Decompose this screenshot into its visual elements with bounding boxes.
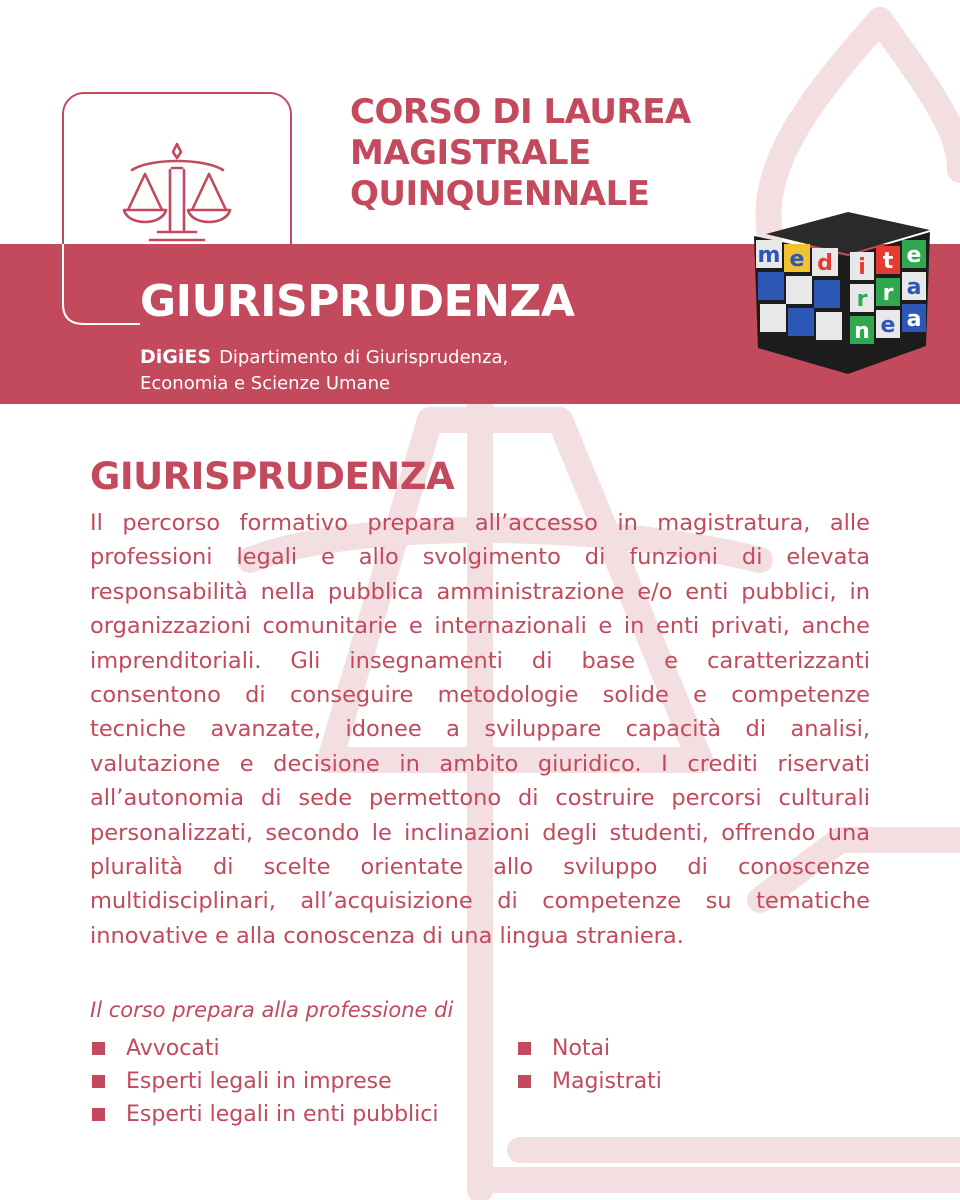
- logo-letter: i: [858, 255, 866, 280]
- logo-letter: e: [906, 243, 922, 268]
- department-block: [140, 344, 508, 397]
- square-bullet-icon: [92, 1075, 105, 1088]
- logo-letter: e: [789, 247, 805, 272]
- logo-letter: r: [882, 281, 894, 306]
- department-abbr: DiGiES: [140, 346, 212, 368]
- scales-of-justice-icon: [120, 140, 235, 248]
- profession-label: Notai: [552, 1036, 611, 1061]
- professions-list-right: [518, 1032, 662, 1098]
- logo-letter: a: [906, 307, 922, 332]
- logo-letter: t: [882, 249, 894, 274]
- profession-item: [92, 1098, 438, 1131]
- course-title: GIURISPRUDENZA: [140, 276, 575, 327]
- headline-line-2: MAGISTRALE: [350, 133, 591, 173]
- course-description: Il percorso formativo prepara all’accesso in magistratura, alle professioni legali e allo svolgimento di funzioni di elevata responsabilità nella pubblica amministrazione e/o enti pubblici, in organizzazioni comunitarie e internazionali e in enti privati, anche imprenditoriali. Gli insegnamenti di base e caratterizzanti consentono di conseguire metodologie solide e competenze tecniche avanzate, idonee a sviluppare capacità di analisi, valutazione e decisione in ambito giuridico. I crediti riservati all’autonomia di sede permettono di costruire percorsi culturali personalizzati, secondo le inclinazioni degli studenti, offrendo una pluralità di scelte orientate allo sviluppo di conoscenze multidisciplinari, all’acquisizione di competenze su tematiche innovative e alla conoscenza di una lingua straniera.: [90, 510, 870, 949]
- profession-item: [518, 1065, 662, 1098]
- profession-label: Esperti legali in enti pubblici: [126, 1102, 439, 1127]
- logo-letter: d: [817, 251, 833, 276]
- profession-label: Esperti legali in imprese: [126, 1069, 392, 1094]
- square-bullet-icon: [518, 1042, 531, 1055]
- professions-list-left: [92, 1032, 438, 1131]
- logo-letter: m: [757, 243, 781, 268]
- headline-line-3: QUINQUENNALE: [350, 174, 650, 214]
- department-name-line-1: Dipartimento di Giurisprudenza,: [219, 347, 509, 368]
- profession-item: [518, 1032, 662, 1065]
- profession-label: Avvocati: [126, 1036, 220, 1061]
- section-title: GIURISPRUDENZA: [90, 455, 455, 498]
- square-bullet-icon: [92, 1042, 105, 1055]
- profession-item: [92, 1065, 438, 1098]
- square-bullet-icon: [92, 1108, 105, 1121]
- logo-letter: e: [880, 313, 896, 338]
- logo-letter: n: [854, 319, 870, 344]
- profession-label: Magistrati: [552, 1069, 662, 1094]
- logo-letter: r: [856, 287, 868, 312]
- professions-intro: Il corso prepara alla professione di: [90, 998, 454, 1022]
- profession-item: [92, 1032, 438, 1065]
- square-bullet-icon: [518, 1075, 531, 1088]
- course-type-heading: [350, 92, 691, 215]
- mediterranea-cube-logo: [748, 206, 933, 378]
- department-name-line-2: Economia e Scienze Umane: [140, 373, 391, 394]
- headline-line-1: CORSO DI LAUREA: [350, 92, 691, 132]
- icon-frame-gap: [62, 244, 142, 326]
- logo-letter: a: [906, 275, 922, 300]
